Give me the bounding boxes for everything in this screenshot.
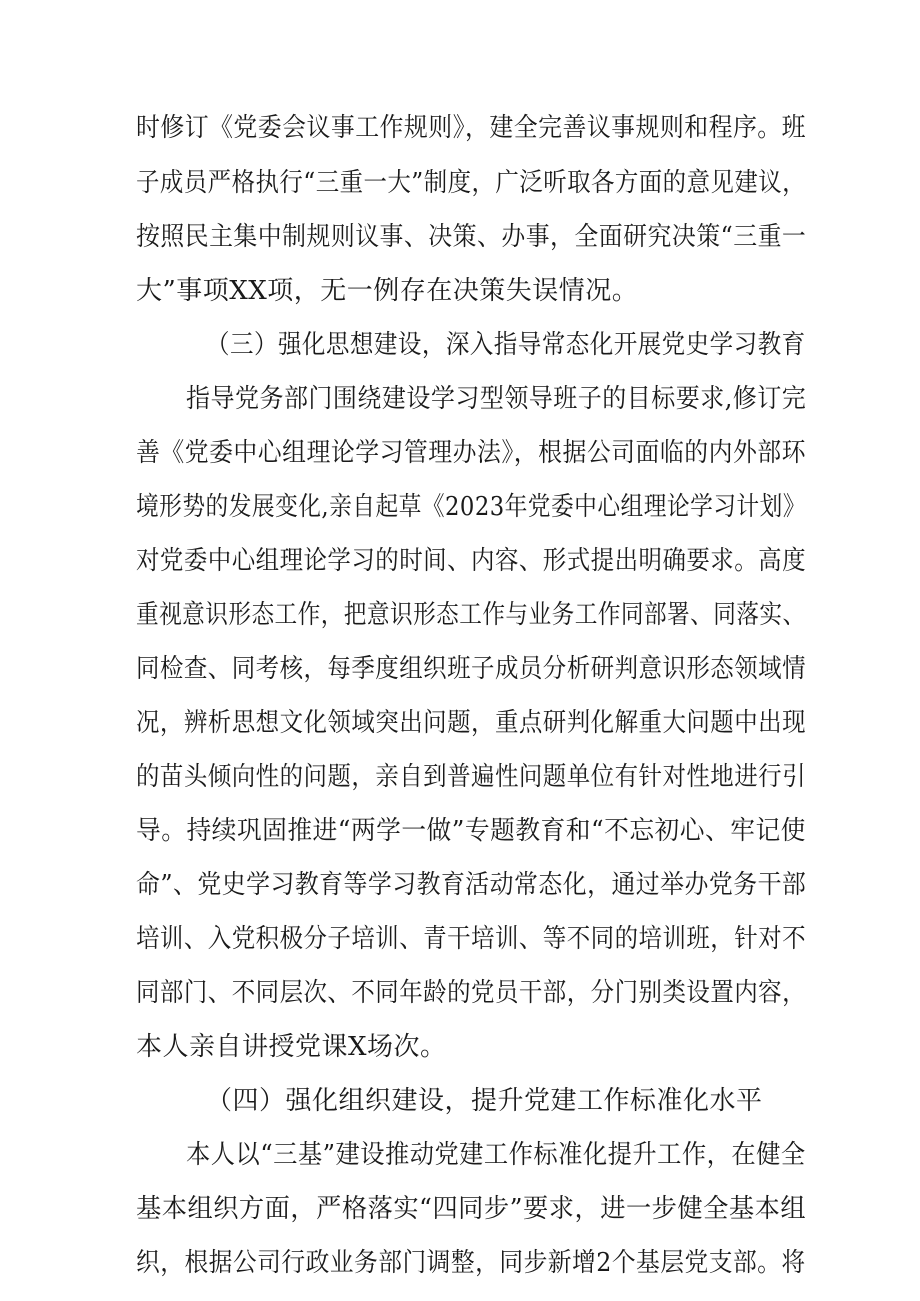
paragraph-line: 的苗头倾向性的问题，亲自到普遍性问题单位有针对性地进行引 [136, 762, 807, 792]
paragraph-line: 基本组织方面，严格落实“四同步”要求，进一步健全基本组 [136, 1194, 807, 1224]
section-heading-4: （四）强化组织建设，提升党建工作标准化水平 [206, 1086, 763, 1116]
paragraph-line: 导。持续巩固推进“两学一做”专题教育和“不忘初心、牢记使 [136, 816, 806, 846]
paragraph-line: 同部门、不同层次、不同年龄的党员干部，分门别类设置内容， [136, 978, 807, 1008]
section-heading-3: （三）强化思想建设，深入指导常态化开展党史学习教育 [206, 330, 806, 360]
paragraph-line: 况，辨析思想文化领域突出问题，重点研判化解重大问题中出现 [136, 708, 807, 738]
paragraph-line: 培训、入党积极分子培训、青干培训、等不同的培训班，针对不 [136, 924, 807, 954]
paragraph-line: 子成员严格执行“三重一大”制度，广泛听取各方面的意见建议， [136, 168, 807, 198]
paragraph-line: 命”、党史学习教育等学习教育活动常态化，通过举办党务干部 [136, 870, 807, 900]
paragraph-line: 本人以“三基”建设推动党建工作标准化提升工作，在健全 [186, 1140, 806, 1170]
paragraph-line: 对党委中心组理论学习的时间、内容、形式提出明确要求。高度 [136, 546, 807, 576]
paragraph-line: 大”事项XX项，无一例存在决策失误情况。 [136, 276, 639, 306]
paragraph-line: 善《党委中心组理论学习管理办法》，根据公司面临的内外部环 [136, 438, 807, 468]
paragraph-line: 重视意识形态工作，把意识形态工作与业务工作同部署、同落实、 [136, 600, 806, 630]
paragraph-line: 本人亲自讲授党课X场次。 [136, 1032, 447, 1062]
paragraph-line: 时修订《党委会议事工作规则》，建全完善议事规则和程序。班 [136, 113, 807, 143]
paragraph-line: 按照民主集中制规则议事、决策、办事，全面研究决策“三重一 [136, 222, 807, 252]
paragraph-line: 境形势的发展变化,亲自起草《2023年党委中心组理论学习计划》 [136, 492, 806, 522]
paragraph-line: 指导党务部门围绕建设学习型领导班子的目标要求,修订完 [186, 384, 807, 414]
paragraph-line: 织，根据公司行政业务部门调整，同步新增2个基层党支部。将 [136, 1248, 806, 1278]
paragraph-line: 同检查、同考核，每季度组织班子成员分析研判意识形态领域情 [136, 654, 807, 684]
